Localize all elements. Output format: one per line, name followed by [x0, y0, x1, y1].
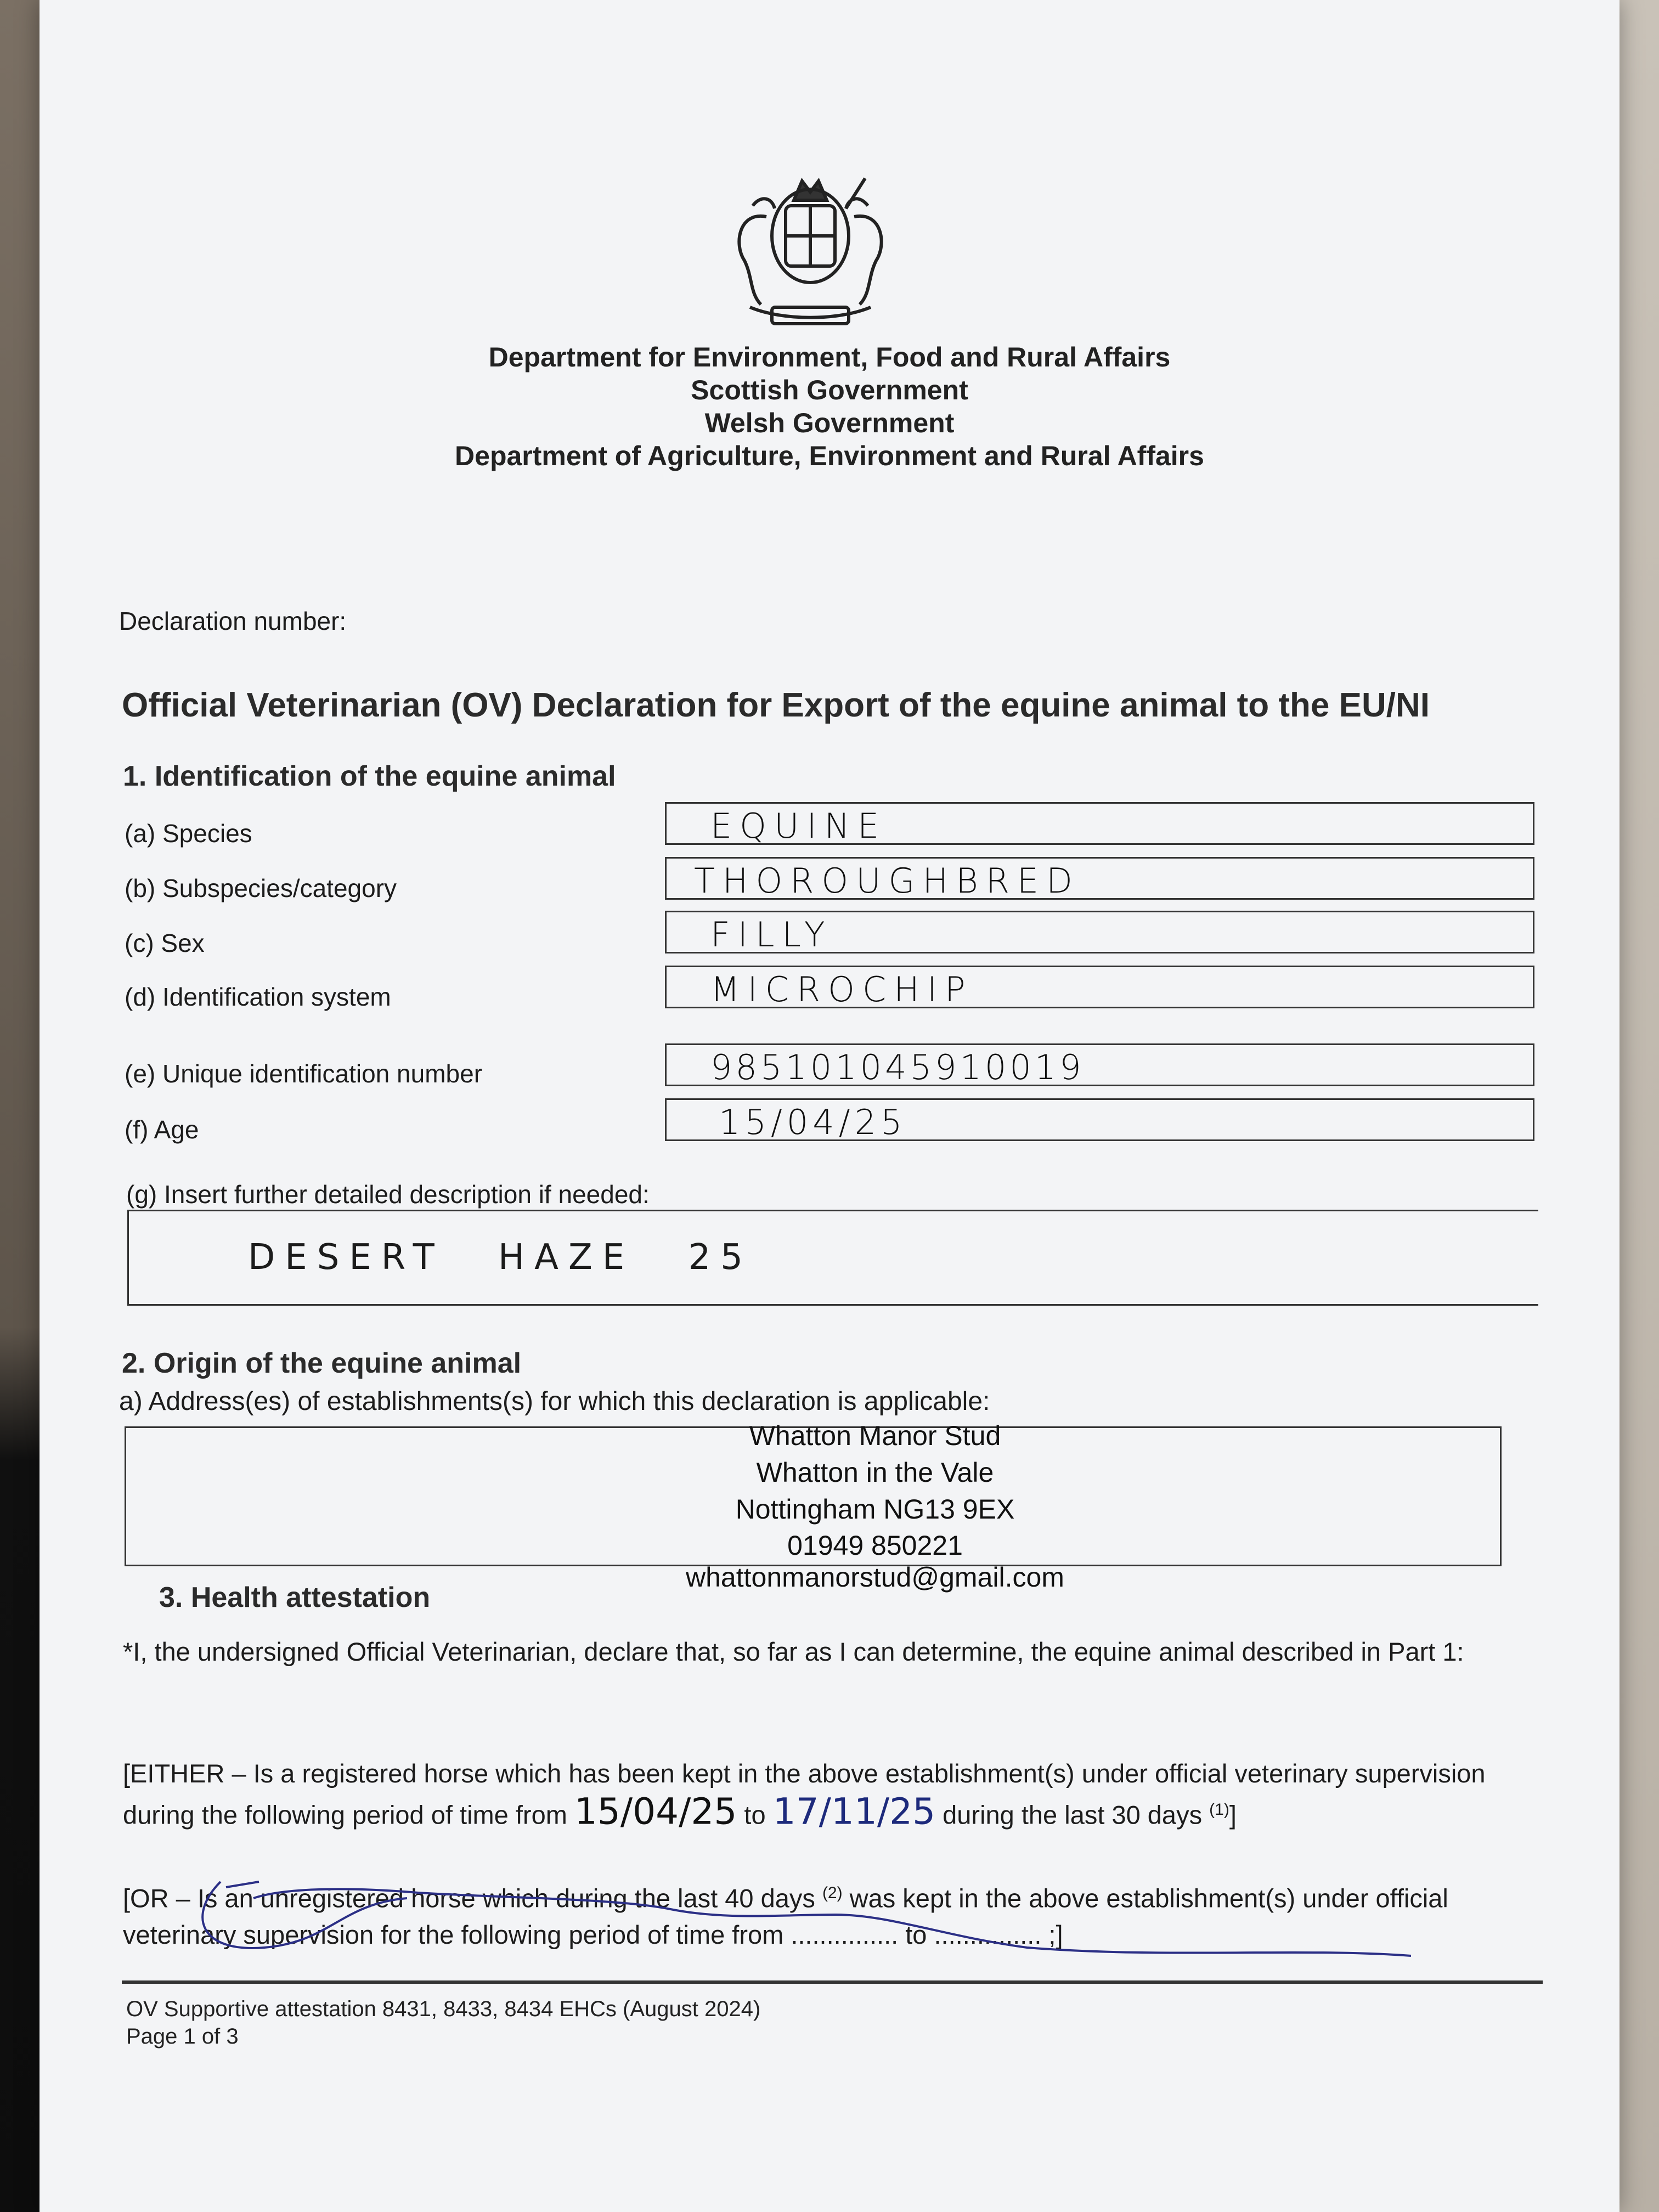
address-phone: 01949 850221 — [787, 1530, 963, 1561]
section1-heading: 1. Identification of the equine animal — [123, 760, 616, 792]
footer-attestation: OV Supportive attestation 8431, 8433, 8434 EHCs (August 2024) — [126, 1997, 761, 2021]
footer-page-number: Page 1 of 3 — [126, 2024, 239, 2049]
subspecies-label: (b) Subspecies/category — [125, 874, 397, 902]
unique-id-label: (e) Unique identification number — [125, 1059, 483, 1088]
either-text: [EITHER – Is a registered horse which has been kept in the above establishment(s) under official veterinary supervision during the following period of time from — [123, 1759, 1486, 1830]
header-scottish-government: Scottish Government — [691, 375, 968, 405]
sex-field[interactable] — [665, 911, 1534, 953]
document-page — [40, 0, 1620, 2212]
royal-coat-of-arms-icon — [701, 167, 920, 332]
either-close-bracket: ] — [1229, 1800, 1237, 1830]
address-line-3: Nottingham NG13 9EX — [735, 1494, 1015, 1525]
section2-heading: 2. Origin of the equine animal — [122, 1347, 522, 1379]
declaration-number-label: Declaration number: — [119, 607, 347, 635]
or-text: [OR – Is an unregistered horse which during the last 40 days — [123, 1883, 815, 1913]
or-text-continued: was kept in the above establishment(s) under official veterinary supervision for the following period of time from ............... to ............... ;] — [123, 1883, 1448, 1949]
header-welsh-government: Welsh Government — [704, 408, 955, 438]
identification-system-value: MICROCHIP — [710, 969, 973, 1009]
subspecies-value: THOROUGHBRED — [694, 861, 1080, 901]
header-defra: Department for Environment, Food and Rural Affairs — [488, 342, 1171, 373]
unique-id-value: 985101045910019 — [710, 1047, 1085, 1087]
subspecies-field[interactable] — [665, 857, 1534, 900]
species-label: (a) Species — [125, 819, 252, 848]
species-field[interactable] — [665, 802, 1534, 845]
either-from-date: 15/04/25 — [574, 1790, 737, 1833]
header-daera: Department of Agriculture, Environment and Rural Affairs — [455, 441, 1204, 471]
footnote-2: (2) — [822, 1884, 843, 1902]
identification-system-field[interactable] — [665, 966, 1534, 1008]
address-line-1: Whatton Manor Stud — [749, 1420, 1001, 1451]
age-field[interactable] — [665, 1098, 1534, 1141]
health-intro: *I, the undersigned Official Veterinarian, declare that, so far as I can determine, the equine animal described in Part 1: — [123, 1637, 1464, 1666]
footnote-1: (1) — [1209, 1801, 1229, 1819]
section3-heading: 3. Health attestation — [159, 1582, 431, 1613]
sex-value: FILLY — [710, 915, 833, 955]
sex-label: (c) Sex — [125, 929, 205, 957]
address-label: a) Address(es) of establishments(s) for which this declaration is applicable: — [119, 1387, 990, 1416]
description-value: DESERT HAZE 25 — [248, 1237, 753, 1278]
address-email: whattonmanorstud@gmail.com — [686, 1562, 1064, 1593]
species-value: EQUINE — [710, 806, 887, 846]
description-label: (g) Insert further detailed description if needed: — [126, 1180, 650, 1209]
address-line-2: Whatton in the Vale — [756, 1457, 994, 1488]
identification-system-label: (d) Identification system — [125, 983, 391, 1011]
unique-id-field[interactable] — [665, 1043, 1534, 1086]
age-value: 15/04/25 — [719, 1102, 907, 1142]
age-label: (f) Age — [125, 1115, 199, 1144]
either-clause — [123, 1756, 1544, 1833]
page-title: Official Veterinarian (OV) Declaration for Export of the equine animal to the EU/NI — [122, 686, 1430, 724]
footer-divider — [122, 1980, 1543, 1984]
pen-strike-through — [122, 1865, 1438, 1975]
either-to-date: 17/11/25 — [772, 1790, 936, 1833]
either-to-word: to — [744, 1800, 766, 1830]
background-right — [1615, 0, 1659, 2212]
either-period: during the last 30 days — [943, 1800, 1203, 1830]
